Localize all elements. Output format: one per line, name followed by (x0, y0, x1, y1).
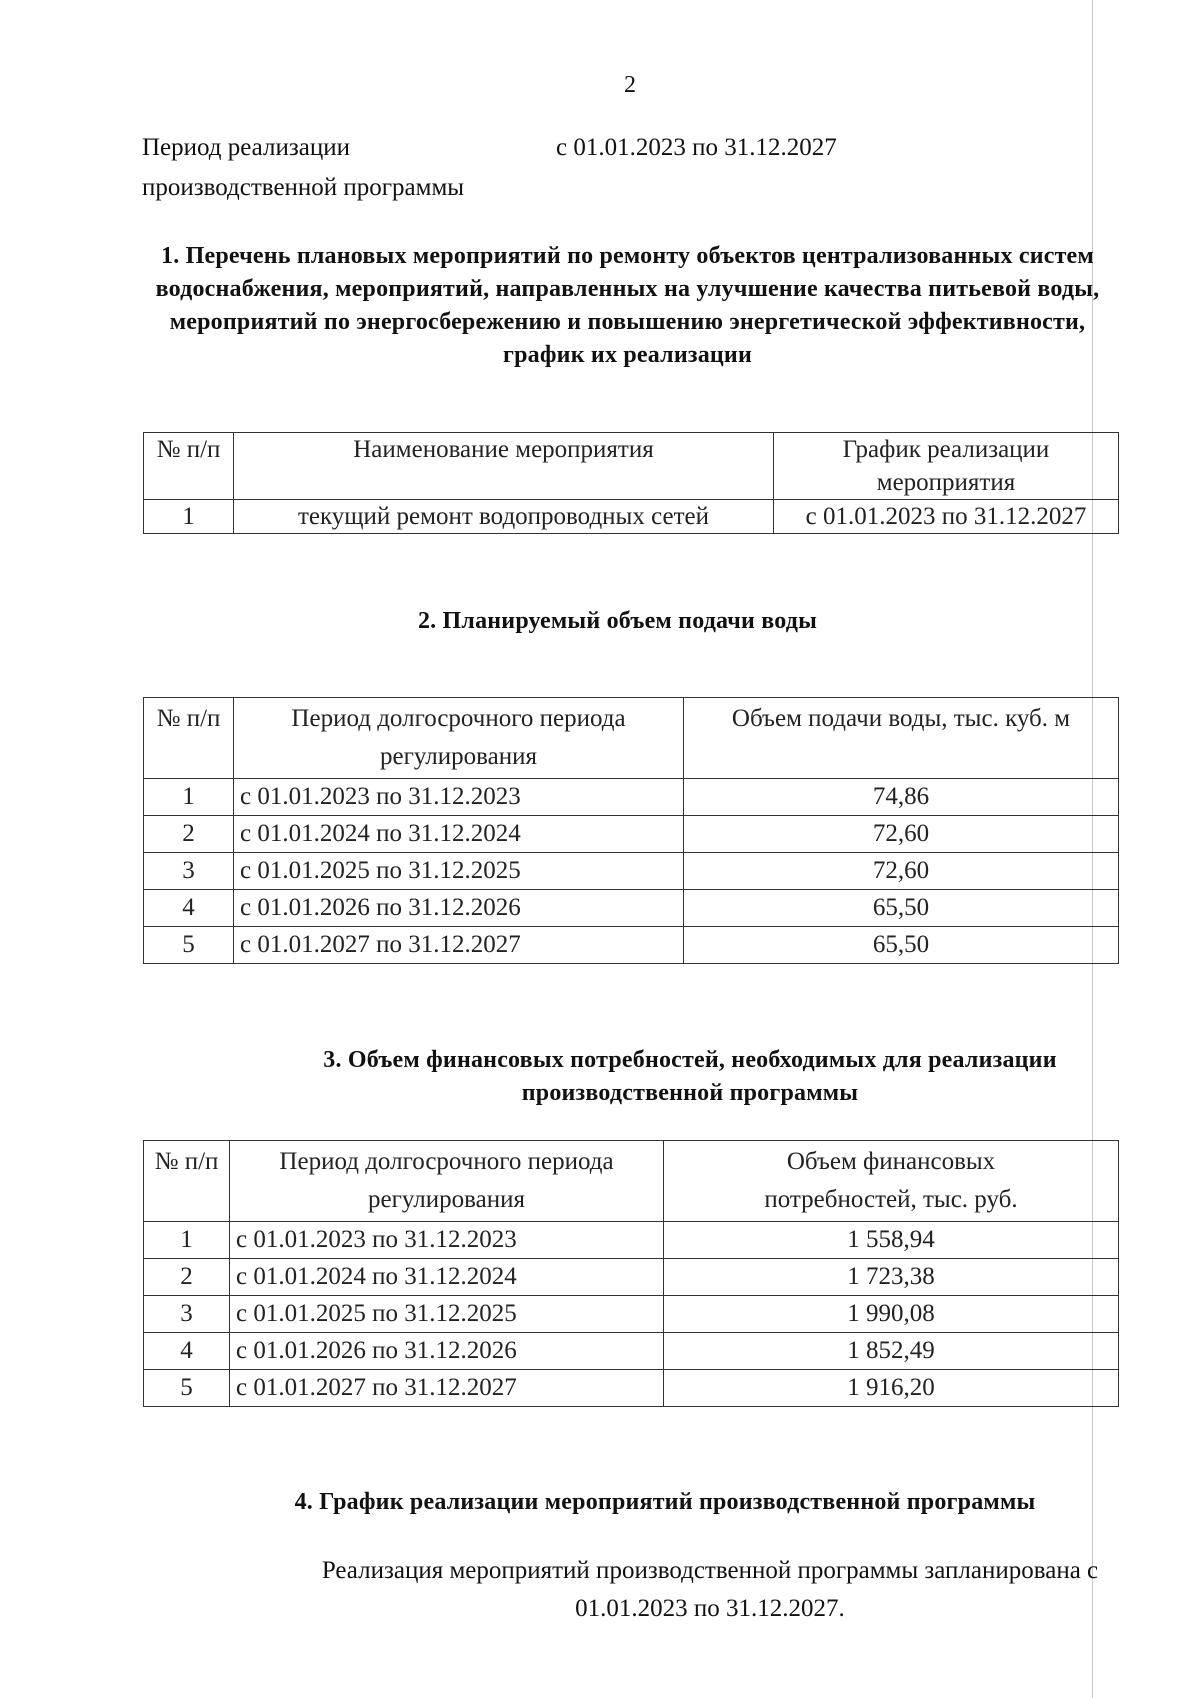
table-row (144, 779, 1119, 816)
period-label-line1: Период реализации (142, 134, 350, 161)
row-value: 74,86 (684, 779, 1119, 816)
section2-table (143, 697, 1119, 964)
row-value: 72,60 (684, 853, 1119, 890)
row-schedule: с 01.01.2023 по 31.12.2027 (774, 500, 1119, 534)
table-row (144, 853, 1119, 890)
table-row (144, 816, 1119, 853)
row-period: с 01.01.2024 по 31.12.2024 (234, 816, 684, 853)
row-number: 2 (144, 816, 234, 853)
header-number: № п/п (144, 698, 234, 779)
header-water-volume: Объем подачи воды, тыс. куб. м (684, 698, 1119, 779)
row-number: 3 (144, 853, 234, 890)
row-period: с 01.01.2023 по 31.12.2023 (230, 1222, 664, 1259)
section3-table (143, 1140, 1119, 1407)
row-value: 1 990,08 (664, 1296, 1119, 1333)
header-financial-volume: Объем финансовых потребностей, тыс. руб. (664, 1141, 1119, 1222)
section1-table (143, 432, 1119, 534)
row-number: 5 (144, 1370, 230, 1407)
table-row (144, 1333, 1119, 1370)
row-period: с 01.01.2025 по 31.12.2025 (230, 1296, 664, 1333)
section2-heading: 2. Планируемый объем подачи воды (417, 608, 818, 634)
section3-heading: 3. Объем финансовых потребностей, необходимых для реализации производственной программы (323, 1047, 1057, 1106)
row-number: 4 (144, 1333, 230, 1370)
table-row (144, 1370, 1119, 1407)
section1-heading: 1. Перечень плановых мероприятий по ремонту объектов централизованных систем водоснабжения, мероприятий, направленных на улучшение качества питьевой воды, мероприятий по энергосбережению и повышению энергетической эффективности, график их реализации (155, 243, 1100, 368)
row-value: 1 852,49 (664, 1333, 1119, 1370)
row-period: с 01.01.2027 по 31.12.2027 (234, 927, 684, 964)
table-row (144, 500, 1119, 534)
header-period: Период долгосрочного периода регулирования (230, 1141, 664, 1222)
row-number: 2 (144, 1259, 230, 1296)
row-period: с 01.01.2025 по 31.12.2025 (234, 853, 684, 890)
row-period: с 01.01.2027 по 31.12.2027 (230, 1370, 664, 1407)
table-row (144, 927, 1119, 964)
row-period: с 01.01.2024 по 31.12.2024 (230, 1259, 664, 1296)
period-label (142, 128, 542, 208)
row-number: 5 (144, 927, 234, 964)
row-number: 3 (144, 1296, 230, 1333)
table-row (144, 1259, 1119, 1296)
page-number: 2 (624, 72, 636, 98)
header-number: № п/п (144, 433, 234, 500)
table-header-row (144, 1141, 1119, 1222)
section4-heading: 4. График реализации мероприятий производственной программы (294, 1489, 1036, 1515)
row-measure: текущий ремонт водопроводных сетей (234, 500, 774, 534)
row-period: с 01.01.2023 по 31.12.2023 (234, 779, 684, 816)
table-row (144, 1222, 1119, 1259)
period-value: с 01.01.2023 по 31.12.2027 (556, 134, 837, 161)
section4-text: Реализация мероприятий производственной программы запланирована с 01.01.2023 по 31.12.2027. (321, 1557, 1099, 1622)
row-value: 65,50 (684, 927, 1119, 964)
row-value: 1 558,94 (664, 1222, 1119, 1259)
row-value: 72,60 (684, 816, 1119, 853)
row-period: с 01.01.2026 по 31.12.2026 (234, 890, 684, 927)
table-header-row (144, 698, 1119, 779)
row-number: 1 (144, 1222, 230, 1259)
row-value: 1 916,20 (664, 1370, 1119, 1407)
row-value: 65,50 (684, 890, 1119, 927)
table-row (144, 890, 1119, 927)
table-header-row (144, 433, 1119, 500)
row-number: 1 (144, 500, 234, 534)
row-value: 1 723,38 (664, 1259, 1119, 1296)
header-number: № п/п (144, 1141, 230, 1222)
header-schedule: График реализации мероприятия (774, 433, 1119, 500)
table-row (144, 1296, 1119, 1333)
header-period: Период долгосрочного периода регулирования (234, 698, 684, 779)
row-number: 1 (144, 779, 234, 816)
row-period: с 01.01.2026 по 31.12.2026 (230, 1333, 664, 1370)
period-label-line2: производственной программы (142, 174, 465, 201)
row-number: 4 (144, 890, 234, 927)
header-measure-name: Наименование мероприятия (234, 433, 774, 500)
